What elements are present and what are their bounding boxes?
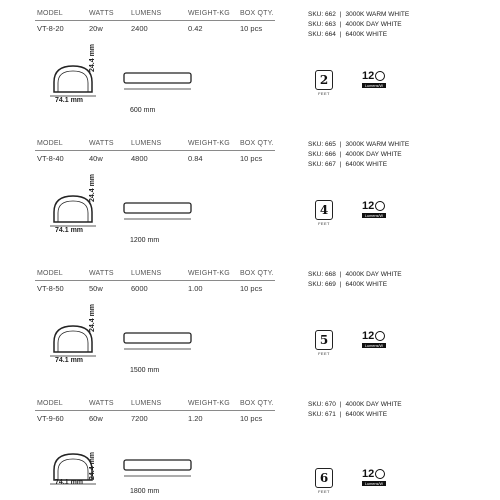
feet-badge [315, 330, 333, 356]
header-weight: WEIGHT-KG [188, 140, 230, 147]
sku-color: 6400K WHITE [345, 411, 388, 418]
header-watts: WATTS [89, 400, 114, 407]
lm-per-w-value: 12 [362, 70, 375, 82]
box-qty-value: 10 pcs [240, 284, 263, 293]
lumens-per-watt-badge [362, 70, 386, 92]
product-section [0, 270, 500, 396]
box-qty-value: 10 pcs [240, 414, 263, 423]
weight-value: 0.84 [188, 154, 203, 163]
feet-badge [315, 200, 333, 226]
lumens-per-watt-badge [362, 200, 386, 222]
fixture-side-view-icon [120, 65, 195, 93]
sku-list [308, 140, 409, 170]
sku-line: SKU: 671 | 6400K WHITE [308, 411, 388, 418]
weight-value: 1.00 [188, 284, 203, 293]
lumens-per-watt-badge [362, 468, 386, 490]
width-dimension: 74.1 mm [55, 479, 84, 486]
header-model: MODEL [37, 270, 63, 277]
header-lumens: LUMENS [131, 270, 162, 277]
watts-value: 20w [89, 24, 103, 33]
model-value: VT-8-20 [37, 24, 64, 33]
header-weight: WEIGHT-KG [188, 270, 230, 277]
lm-per-w-value: 12 [362, 468, 375, 480]
sku-list [308, 10, 409, 40]
sku-line: SKU: 670 | 4000K DAY WHITE [308, 401, 402, 408]
sku-color: 3000K WARM WHITE [345, 11, 410, 18]
sku-color: 4000K DAY WHITE [345, 21, 402, 28]
sku-line: SKU: 662 | 3000K WARM WHITE [308, 11, 410, 18]
lm-per-w-value: 12 [362, 200, 375, 212]
feet-caption: FEET [318, 91, 330, 96]
sku-code: SKU: 669 [308, 281, 336, 288]
width-dimension: 74.1 mm [55, 97, 84, 104]
sku-code: SKU: 668 [308, 271, 336, 278]
sku-color: 4000K DAY WHITE [345, 401, 402, 408]
lumens-per-watt-badge [362, 330, 386, 352]
height-dimension: 24.4 mm [89, 173, 96, 202]
feet-caption: FEET [318, 221, 330, 226]
header-model: MODEL [37, 400, 63, 407]
product-section [0, 400, 500, 500]
header-model: MODEL [37, 10, 63, 17]
watts-value: 60w [89, 414, 103, 423]
header-box-qty: BOX QTY. [240, 400, 274, 407]
weight-value: 0.42 [188, 24, 203, 33]
header-model: MODEL [37, 140, 63, 147]
sku-code: SKU: 670 [308, 401, 336, 408]
header-watts: WATTS [89, 10, 114, 17]
header-divider [35, 20, 275, 21]
height-dimension: 24.4 mm [89, 303, 96, 332]
sku-line: SKU: 668 | 4000K DAY WHITE [308, 271, 402, 278]
header-box-qty: BOX QTY. [240, 140, 274, 147]
watts-value: 40w [89, 154, 103, 163]
sku-list [308, 400, 402, 420]
box-qty-value: 10 pcs [240, 24, 263, 33]
product-section [0, 10, 500, 136]
length-dimension: 1200 mm [130, 237, 160, 244]
sku-color: 3000K WARM WHITE [345, 141, 410, 148]
lumens-value: 2400 [131, 24, 148, 33]
sku-code: SKU: 671 [308, 411, 336, 418]
lm-unit: Lumens/W [362, 213, 386, 218]
feet-badge [315, 70, 333, 96]
feet-value: 4 [315, 200, 333, 220]
sku-color: 6400K WHITE [345, 161, 388, 168]
header-weight: WEIGHT-KG [188, 400, 230, 407]
lumen-ring-icon [375, 201, 385, 211]
fixture-side-view-icon [120, 325, 195, 353]
header-lumens: LUMENS [131, 400, 162, 407]
lumen-ring-icon [375, 331, 385, 341]
fixture-side-view-icon [120, 452, 195, 480]
lumens-value: 6000 [131, 284, 148, 293]
sku-code: SKU: 666 [308, 151, 336, 158]
height-dimension: 24.4 mm [89, 43, 96, 72]
feet-badge [315, 468, 333, 494]
lm-unit: Lumens/W [362, 83, 386, 88]
feet-value: 5 [315, 330, 333, 350]
width-dimension: 74.1 mm [55, 227, 84, 234]
lm-unit: Lumens/W [362, 343, 386, 348]
length-dimension: 1500 mm [130, 367, 160, 374]
sku-color: 6400K WHITE [345, 31, 388, 38]
sku-list [308, 270, 402, 290]
header-box-qty: BOX QTY. [240, 270, 274, 277]
sku-line: SKU: 663 | 4000K DAY WHITE [308, 21, 402, 28]
lm-per-w-value: 12 [362, 330, 375, 342]
sku-code: SKU: 664 [308, 31, 336, 38]
header-watts: WATTS [89, 270, 114, 277]
feet-value: 6 [315, 468, 333, 488]
sku-line: SKU: 664 | 6400K WHITE [308, 31, 388, 38]
feet-caption: FEET [318, 351, 330, 356]
height-dimension: 24.4 mm [89, 451, 96, 480]
model-value: VT-9-60 [37, 414, 64, 423]
header-watts: WATTS [89, 140, 114, 147]
header-divider [35, 410, 275, 411]
sku-color: 6400K WHITE [345, 281, 388, 288]
sku-line: SKU: 667 | 6400K WHITE [308, 161, 388, 168]
weight-value: 1.20 [188, 414, 203, 423]
header-divider [35, 280, 275, 281]
product-section [0, 140, 500, 266]
lm-unit: Lumens/W [362, 481, 386, 486]
sku-code: SKU: 662 [308, 11, 336, 18]
header-box-qty: BOX QTY. [240, 10, 274, 17]
header-weight: WEIGHT-KG [188, 10, 230, 17]
sku-code: SKU: 667 [308, 161, 336, 168]
fixture-side-view-icon [120, 195, 195, 223]
sku-line: SKU: 669 | 6400K WHITE [308, 281, 388, 288]
model-value: VT-8-40 [37, 154, 64, 163]
sku-color: 4000K DAY WHITE [345, 151, 402, 158]
watts-value: 50w [89, 284, 103, 293]
lumen-ring-icon [375, 71, 385, 81]
header-lumens: LUMENS [131, 140, 162, 147]
sku-line: SKU: 666 | 4000K DAY WHITE [308, 151, 402, 158]
model-value: VT-8-50 [37, 284, 64, 293]
sku-color: 4000K DAY WHITE [345, 271, 402, 278]
header-divider [35, 150, 275, 151]
sku-code: SKU: 665 [308, 141, 336, 148]
width-dimension: 74.1 mm [55, 357, 84, 364]
feet-caption: FEET [318, 489, 330, 494]
lumens-value: 4800 [131, 154, 148, 163]
feet-value: 2 [315, 70, 333, 90]
lumen-ring-icon [375, 469, 385, 479]
length-dimension: 1800 mm [130, 488, 160, 495]
sku-code: SKU: 663 [308, 21, 336, 28]
length-dimension: 600 mm [130, 107, 156, 114]
header-lumens: LUMENS [131, 10, 162, 17]
box-qty-value: 10 pcs [240, 154, 263, 163]
sku-line: SKU: 665 | 3000K WARM WHITE [308, 141, 410, 148]
lumens-value: 7200 [131, 414, 148, 423]
